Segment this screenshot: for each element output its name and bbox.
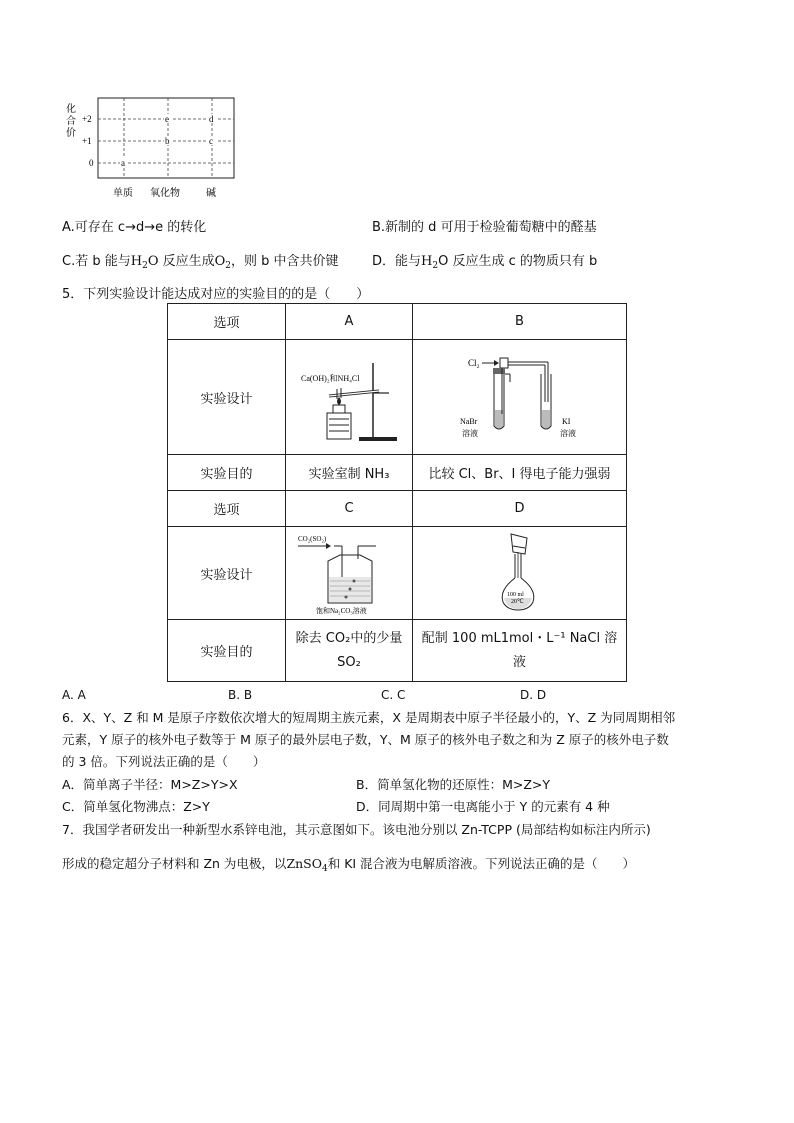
- gas-washing-bottle-figure: [294, 531, 404, 615]
- point-c: c: [209, 136, 213, 146]
- point-e: e: [165, 114, 169, 124]
- purpose-c-line2: SO₂: [337, 654, 361, 670]
- y-axis-label-3: 价: [66, 128, 76, 139]
- q7-stem-line2-post: 和 KI 混合液为电解质溶液。下列说法正确的是（ ）: [327, 856, 636, 871]
- q7-stem-line2-pre: 形成的稳定超分子材料和 Zn 为电极，以: [62, 856, 287, 871]
- point-b: b: [165, 136, 170, 146]
- q5-experiment-table: [167, 303, 627, 682]
- figure-d-cell: [413, 527, 627, 620]
- purpose-c: [286, 620, 413, 682]
- table-col-b: B: [413, 304, 627, 340]
- figure-b-cl2: Cl₂: [467, 358, 480, 368]
- table-col-a: A: [286, 304, 413, 340]
- point-d: d: [209, 114, 214, 124]
- ammonia-apparatus-figure: [299, 349, 399, 445]
- q7-stem-line1: 7．我国学者研发出一种新型水系锌电池，其示意图如下。该电池分别以 Zn-TCPP (局部结构如标注内所示): [62, 822, 651, 837]
- purpose-d-line1: 配制 100 mL1mol・L⁻¹ NaCl 溶: [421, 630, 618, 646]
- table-col-d: D: [413, 491, 627, 527]
- q5-answer-a: A. A: [62, 688, 86, 702]
- x-tick-base: 碱: [206, 188, 216, 199]
- q4-option-c-h-sub: 2: [142, 261, 148, 271]
- x-tick-element: 单质: [113, 188, 133, 199]
- figure-a-label: Ca(OH)₂和NH₄Cl: [301, 374, 360, 383]
- q4-option-a: A.可存在 c→d→e 的转化: [62, 220, 207, 235]
- q4-option-c-h: H: [130, 254, 143, 269]
- y-axis-label-1: 化: [66, 104, 76, 115]
- q6-option-a: A．简单离子半径：M>Z>Y>X: [62, 777, 238, 792]
- y-axis-label-2: 合: [66, 116, 76, 127]
- table-header-option-2: 选项: [168, 491, 286, 527]
- q4-option-d-h: H: [421, 254, 433, 269]
- figure-b-nabr-sol: 溶液: [461, 429, 478, 438]
- y-tick-plus2: +2: [82, 114, 92, 124]
- table-purpose-label-2: 实验目的: [168, 620, 286, 682]
- point-a: a: [121, 158, 125, 168]
- figure-c-label: CO₂(SO₂): [298, 535, 327, 543]
- purpose-d-line2: 液: [512, 654, 526, 670]
- x-tick-oxide: 氧化物: [150, 188, 180, 199]
- q4-option-d-pre: D．能与: [372, 254, 422, 269]
- q6-option-b: B．简单氢化物的还原性：M>Z>Y: [356, 777, 551, 792]
- q6-stem-line1: 6．X、Y、Z 和 M 是原子序数依次增大的短周期主族元素，X 是周期表中原子半径最小的，Y、Z 为同周期相邻: [62, 710, 676, 725]
- figure-b-cell: [413, 340, 627, 455]
- figure-a-cell: [286, 340, 413, 455]
- q6-option-d: D．同周期中第一电离能小于 Y 的元素有 4 种: [356, 799, 610, 814]
- halogen-apparatus-figure: [450, 352, 590, 442]
- q5-answer-c: C. C: [381, 688, 406, 702]
- q4-option-d: [372, 250, 597, 271]
- q7-znso4: ZnSO: [286, 856, 322, 871]
- purpose-c-line1: 除去 CO₂中的少量: [295, 630, 403, 646]
- q7-znso4-sub: 4: [321, 864, 328, 874]
- figure-c-cell: [286, 527, 413, 620]
- table-purpose-label-1: 实验目的: [168, 455, 286, 491]
- q4-option-c-o: O 反应生成: [147, 254, 215, 269]
- q4-option-d-h-sub: 2: [432, 261, 439, 271]
- q5-stem: 5．下列实验设计能达成对应的实验目的的是（ ）: [62, 287, 370, 302]
- table-header-option-1: 选项: [168, 304, 286, 340]
- q6-option-c: C．简单氢化物沸点：Z>Y: [62, 799, 210, 814]
- q4-option-c-pre: C.若 b 能与: [62, 254, 131, 269]
- q4-option-c: [62, 250, 339, 271]
- q4-option-b: B.新制的 d 可用于检验葡萄糖中的醛基: [372, 220, 597, 235]
- q4-option-c-o2-sub: 2: [225, 261, 232, 271]
- purpose-d: [413, 620, 627, 682]
- y-tick-plus1: +1: [82, 136, 92, 146]
- table-design-label-1: 实验设计: [168, 340, 286, 455]
- q7-stem-line2: [62, 854, 635, 874]
- volumetric-flask-figure: [485, 530, 555, 616]
- q5-answer-b: B. B: [228, 688, 253, 702]
- figure-b-nabr: NaBr: [459, 417, 477, 426]
- table-col-c: C: [286, 491, 413, 527]
- q6-stem-line3: 的 3 倍。下列说法正确的是（ ）: [62, 754, 266, 769]
- figure-d-volume: 100 ml: [506, 592, 524, 598]
- purpose-b: 比较 Cl、Br、I 得电子能力强弱: [413, 455, 627, 491]
- figure-b-ki-sol: 溶液: [559, 429, 576, 438]
- q6-stem-line2: 元素，Y 原子的核外电子数等于 M 原子的最外层电子数，Y、M 原子的核外电子数之和为 Z 原子的核外电子数: [62, 732, 669, 747]
- q5-answer-d: D. D: [520, 688, 547, 702]
- y-tick-zero: 0: [89, 158, 94, 168]
- table-design-label-2: 实验设计: [168, 527, 286, 620]
- q4-option-c-post: ，则 b 中含共价键: [231, 254, 339, 269]
- q4-option-d-post: O 反应生成 c 的物质只有 b: [438, 254, 598, 269]
- purpose-a: 实验室制 NH₃: [286, 455, 413, 491]
- figure-c-bottom-label: 饱和Na₂CO₃溶液: [316, 607, 367, 615]
- valence-chart: [60, 92, 260, 204]
- figure-b-ki: KI: [561, 417, 570, 426]
- q4-option-c-o2: O: [214, 254, 226, 269]
- figure-d-temp: 20℃: [510, 599, 524, 605]
